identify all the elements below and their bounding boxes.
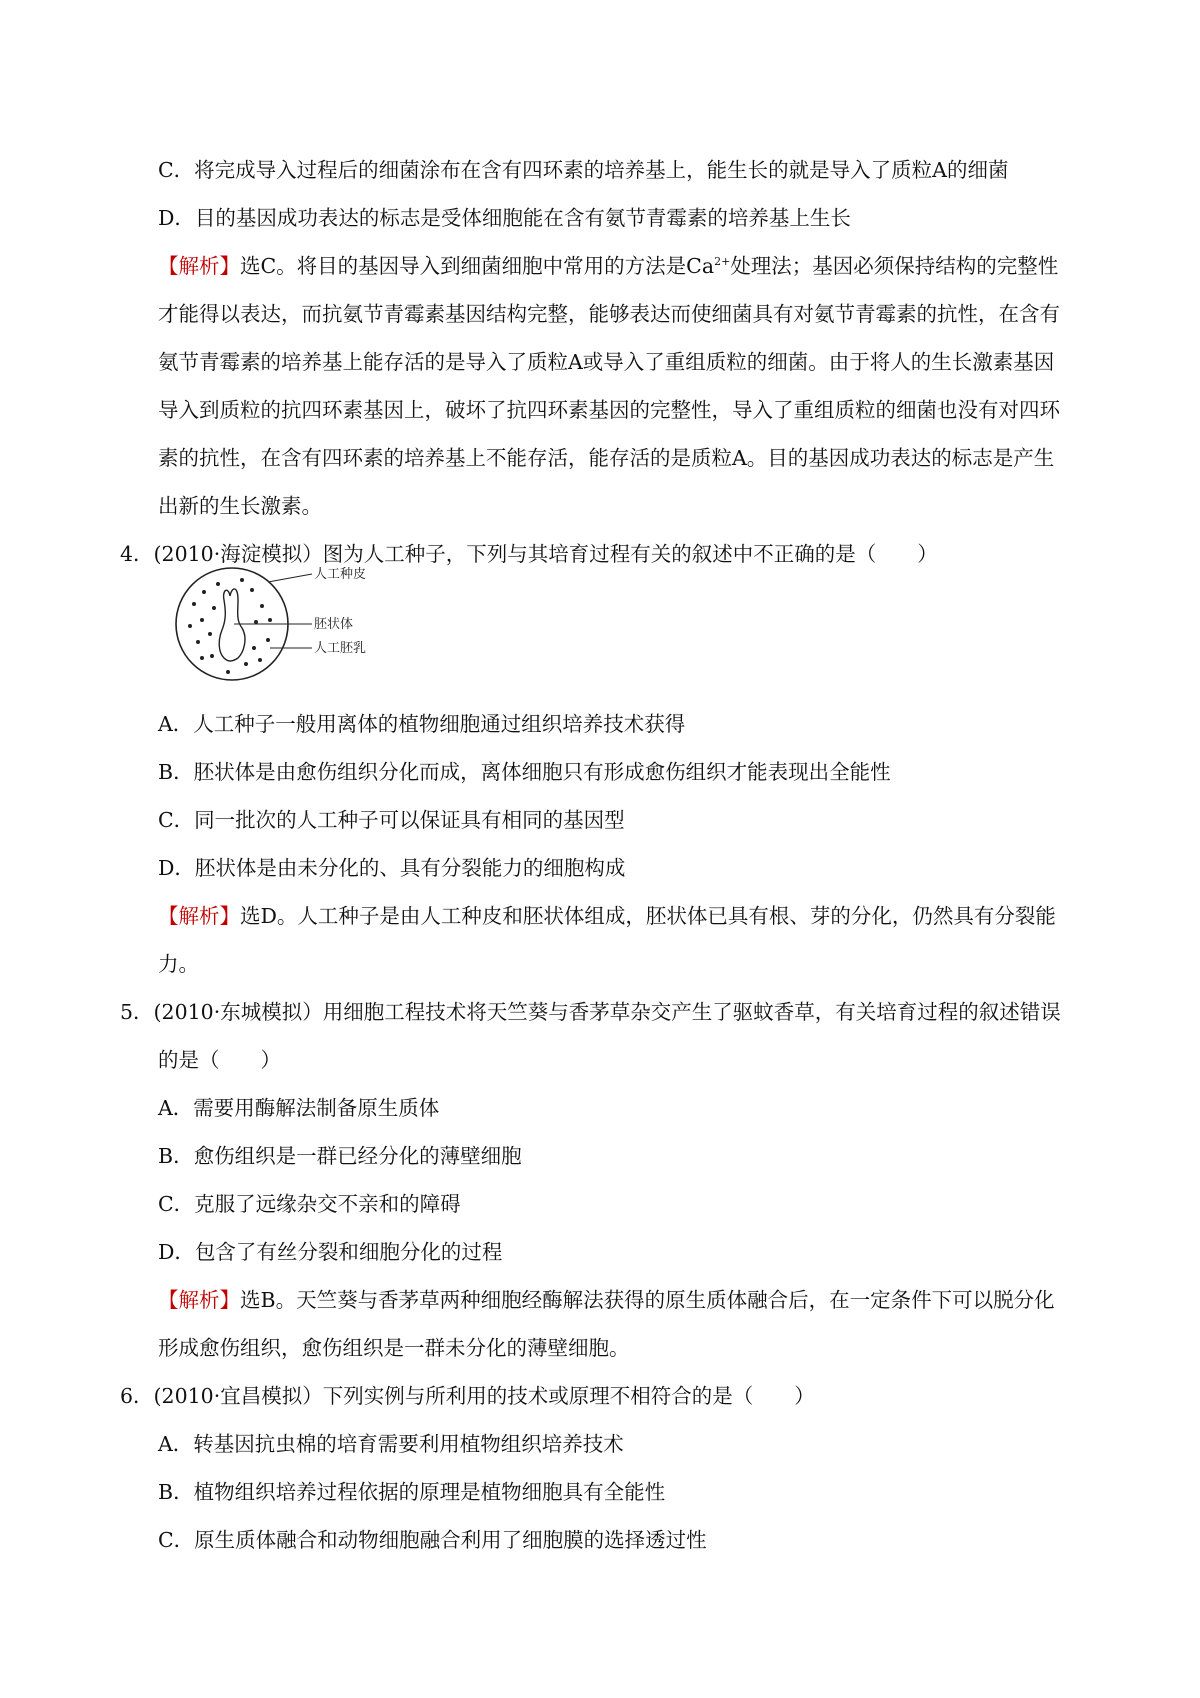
- q3-option-c: C．将完成导入过程后的细菌涂布在含有四环素的培养基上，能生长的就是导入了质粒A的细菌: [158, 158, 1009, 182]
- q3-analysis-line-5: 素的抗性，在含有四环素的培养基上不能存活，能存活的是质粒A。目的基因成功表达的标志是产生: [158, 446, 1055, 470]
- q3-analysis-line-2: 才能得以表达，而抗氨节青霉素基因结构完整，能够表达而使细菌具有对氨节青霉素的抗性，在含有: [158, 302, 1060, 326]
- q4-stem: 4．(2010·海淀模拟）图为人工种子，下列与其培育过程有关的叙述中不正确的是（ ）: [120, 542, 938, 566]
- q3-option-d: D．目的基因成功表达的标志是受体细胞能在含有氨节青霉素的培养基上生长: [158, 206, 851, 230]
- q5-analysis-line-2: 形成愈伤组织，愈伤组织是一群未分化的薄壁细胞。: [158, 1336, 630, 1360]
- q4-option-d: D．胚状体是由未分化的、具有分裂能力的细胞构成: [158, 856, 626, 880]
- artificial-seed-figure: [172, 560, 432, 690]
- q4-option-a: A．人工种子一般用离体的植物细胞通过组织培养技术获得: [158, 712, 686, 736]
- endosperm-dots: [188, 578, 272, 674]
- q6-option-b: B．植物组织培养过程依据的原理是植物细胞具有全能性: [158, 1480, 666, 1504]
- q4-option-c: C．同一批次的人工种子可以保证具有相同的基因型: [158, 808, 625, 832]
- q3-analysis-line-1: 【解析】选C。将目的基因导入到细菌细胞中常用的方法是$Ca^{2+}$处理法；基因必须保持结构的完整性: [158, 254, 1059, 278]
- q5-option-c: C．克服了远缘杂交不亲和的障碍: [158, 1192, 461, 1216]
- q4-option-b: B．胚状体是由愈伤组织分化而成，离体细胞只有形成愈伤组织才能表现出全能性: [158, 760, 891, 784]
- q5-option-b: B．愈伤组织是一群已经分化的薄壁细胞: [158, 1144, 522, 1168]
- analysis-tag: 【解析】: [158, 1288, 240, 1312]
- analysis-tag: 【解析】: [158, 904, 240, 928]
- label-artificial-endosperm: 人工胚乳: [314, 641, 367, 656]
- q5-stem-line-1: 5．(2010·东城模拟）用细胞工程技术将天竺葵与香茅草杂交产生了驱蚊香草，有关培育过程的叙述错误: [120, 1000, 1061, 1024]
- q6-stem: 6．(2010·宜昌模拟）下列实例与所利用的技术或原理不相符合的是（ ）: [120, 1384, 815, 1408]
- q3-analysis-line-6: 出新的生长激素。: [158, 494, 322, 518]
- q4-analysis-line-2: 力。: [158, 952, 199, 976]
- q5-analysis-line-1: 【解析】选B。天竺葵与香茅草两种细胞经酶解法获得的原生质体融合后，在一定条件下可以脱分化: [158, 1288, 1055, 1312]
- q4-analysis-line-1: 【解析】选D。人工种子是由人工种皮和胚状体组成，胚状体已具有根、芽的分化，仍然具有分裂能: [158, 904, 1056, 928]
- label-embryoid: 胚状体: [314, 617, 354, 632]
- q3-analysis-line-4: 导入到质粒的抗四环素基因上，破坏了抗四环素基因的完整性，导入了重组质粒的细菌也没有对四环: [158, 398, 1060, 422]
- q6-option-c: C．原生质体融合和动物细胞融合利用了细胞膜的选择透过性: [158, 1528, 707, 1552]
- embryoid-shape: [219, 589, 245, 661]
- q6-option-a: A．转基因抗虫棉的培育需要利用植物组织培养技术: [158, 1432, 624, 1456]
- q3-analysis-line-3: 氨节青霉素的培养基上能存活的是导入了质粒A或导入了重组质粒的细菌。由于将人的生长激素基因: [158, 350, 1055, 374]
- q5-stem-line-2: 的是（ ）: [158, 1048, 281, 1072]
- q5-option-d: D．包含了有丝分裂和细胞分化的过程: [158, 1240, 503, 1264]
- label-artificial-seed-coat: 人工种皮: [314, 567, 367, 582]
- analysis-tag: 【解析】: [158, 254, 240, 278]
- q5-option-a: A．需要用酶解法制备原生质体: [158, 1096, 440, 1120]
